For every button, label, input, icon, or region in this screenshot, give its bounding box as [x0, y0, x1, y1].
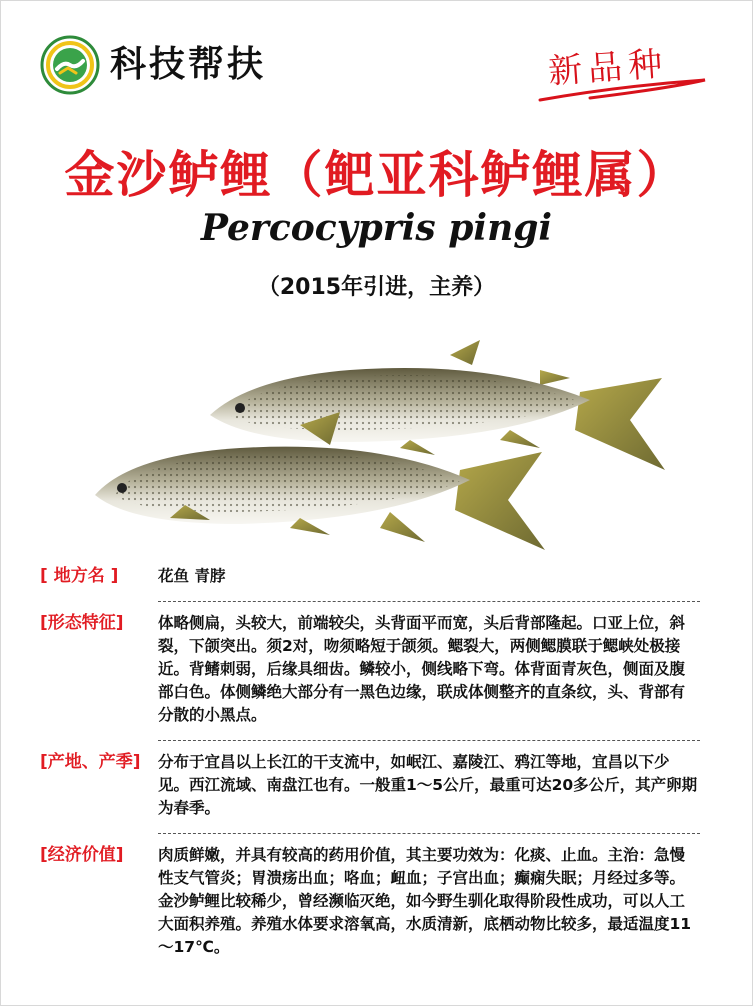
page-title: 金沙鲈鲤（鲃亚科鲈鲤属）	[64, 146, 689, 204]
section-content	[158, 751, 700, 820]
latin-name: Percocypris pingi	[200, 207, 553, 249]
info-sections	[40, 565, 700, 959]
badge-text: 新品种	[546, 43, 670, 93]
badge-underline	[530, 68, 730, 118]
section-label: [产地、产季]	[40, 752, 141, 772]
new-variety-badge	[530, 28, 730, 118]
brand-title: 科技帮扶	[110, 43, 267, 85]
section-economic-value	[40, 844, 700, 959]
section-paragraph: 分布于宜昌以上长江的干支流中，如岷江、嘉陵江、鸦江等地，宜昌以下少见。西江流域、南盘江也有。一般重1～5公斤，最重可达20多公斤，其产卵期为春季。	[158, 753, 698, 817]
section-paragraph: 体略侧扁，头较大，前端较尖，头背面平而宽，头后背部隆起。口亚上位，斜裂，下颌突出。须2对，吻须略短于颌须。鳃裂大，两侧鳃膜联于鳃峡处极接近。背鳍刺弱，后缘具细齿。鳞较小，侧线略下弯。体背面青灰色，侧面及腹部白色。体侧鳞绝大部分有一黑色边缘，联成体侧整齐的直条纹，头、背部有分散的小黑点。	[158, 614, 686, 724]
section-content	[158, 844, 700, 959]
section-local-name	[40, 565, 700, 588]
divider	[158, 833, 700, 834]
section-morphology	[40, 612, 700, 727]
fish-illustration	[90, 330, 670, 560]
section-label: [形态特征]	[40, 613, 124, 633]
divider	[158, 740, 700, 741]
section-label: [经济价值]	[40, 845, 124, 865]
section-paragraph: 肉质鲜嫩，并具有较高的药用价值，其主要功效为：化痰、止血。主治：急慢性支气管炎；胃溃疡出血；咯血；衄血；子宫出血；癫痫失眠；月经过多等。	[158, 846, 686, 887]
logo	[40, 35, 100, 95]
section-paragraph: 花鱼 青脖	[158, 567, 226, 585]
fish-front	[95, 412, 545, 550]
intro-note: （2015年引进，主养）	[257, 275, 496, 300]
section-label: [ 地方名 ]	[40, 566, 119, 586]
section-content	[158, 612, 700, 727]
section-paragraph: 金沙鲈鲤比较稀少，曾经濒临灭绝，如今野生驯化取得阶段性成功，可以人工大面积养殖。养殖水体要求溶氧高，水质清新，底栖动物比较多，最适温度11～17℃。	[158, 892, 692, 956]
divider	[158, 601, 700, 602]
section-content	[158, 565, 700, 588]
section-origin-season	[40, 751, 700, 820]
